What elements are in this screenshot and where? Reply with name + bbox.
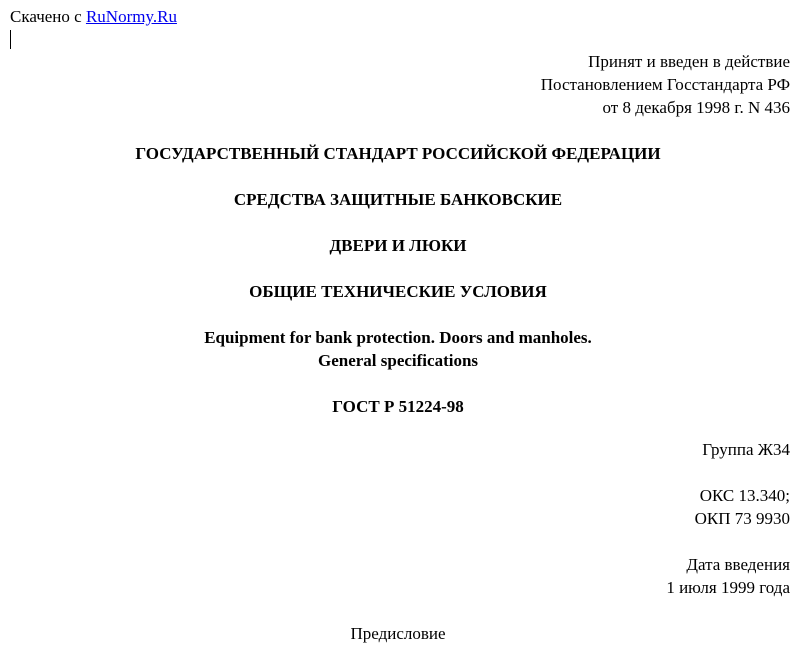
source-prefix: Скачено с (10, 7, 82, 26)
source-link[interactable]: RuNormy.Ru (85, 7, 177, 26)
means-title: СРЕДСТВА ЗАЩИТНЫЕ БАНКОВСКИЕ (233, 190, 563, 209)
english-title-line-1: Equipment for bank protection. Doors and manholes. (204, 328, 592, 347)
introduction-date: 1 июля 1999 года (666, 578, 790, 597)
introduction-label: Дата введения (686, 555, 790, 574)
gost-number: ГОСТ Р 51224-98 (332, 397, 464, 416)
text-caret (10, 30, 11, 49)
foreword-heading: Предисловие (350, 624, 446, 643)
english-title-line-2: General specifications (317, 351, 479, 370)
doors-title: ДВЕРИ И ЛЮКИ (329, 236, 467, 255)
adoption-line-3: от 8 декабря 1998 г. N 436 (602, 98, 790, 117)
adoption-line-1: Принят и введен в действие (588, 52, 790, 71)
source-line (10, 6, 177, 28)
classification-okp: ОКП 73 9930 (694, 509, 790, 528)
classification-oks: ОКС 13.340; (699, 486, 790, 505)
classification-group: Группа Ж34 (702, 440, 790, 459)
adoption-line-2: Постановлением Госстандарта РФ (540, 75, 790, 94)
state-standard-title: ГОСУДАРСТВЕННЫЙ СТАНДАРТ РОССИЙСКОЙ ФЕДЕРАЦИИ (135, 144, 661, 163)
conditions-title: ОБЩИЕ ТЕХНИЧЕСКИЕ УСЛОВИЯ (249, 282, 547, 301)
